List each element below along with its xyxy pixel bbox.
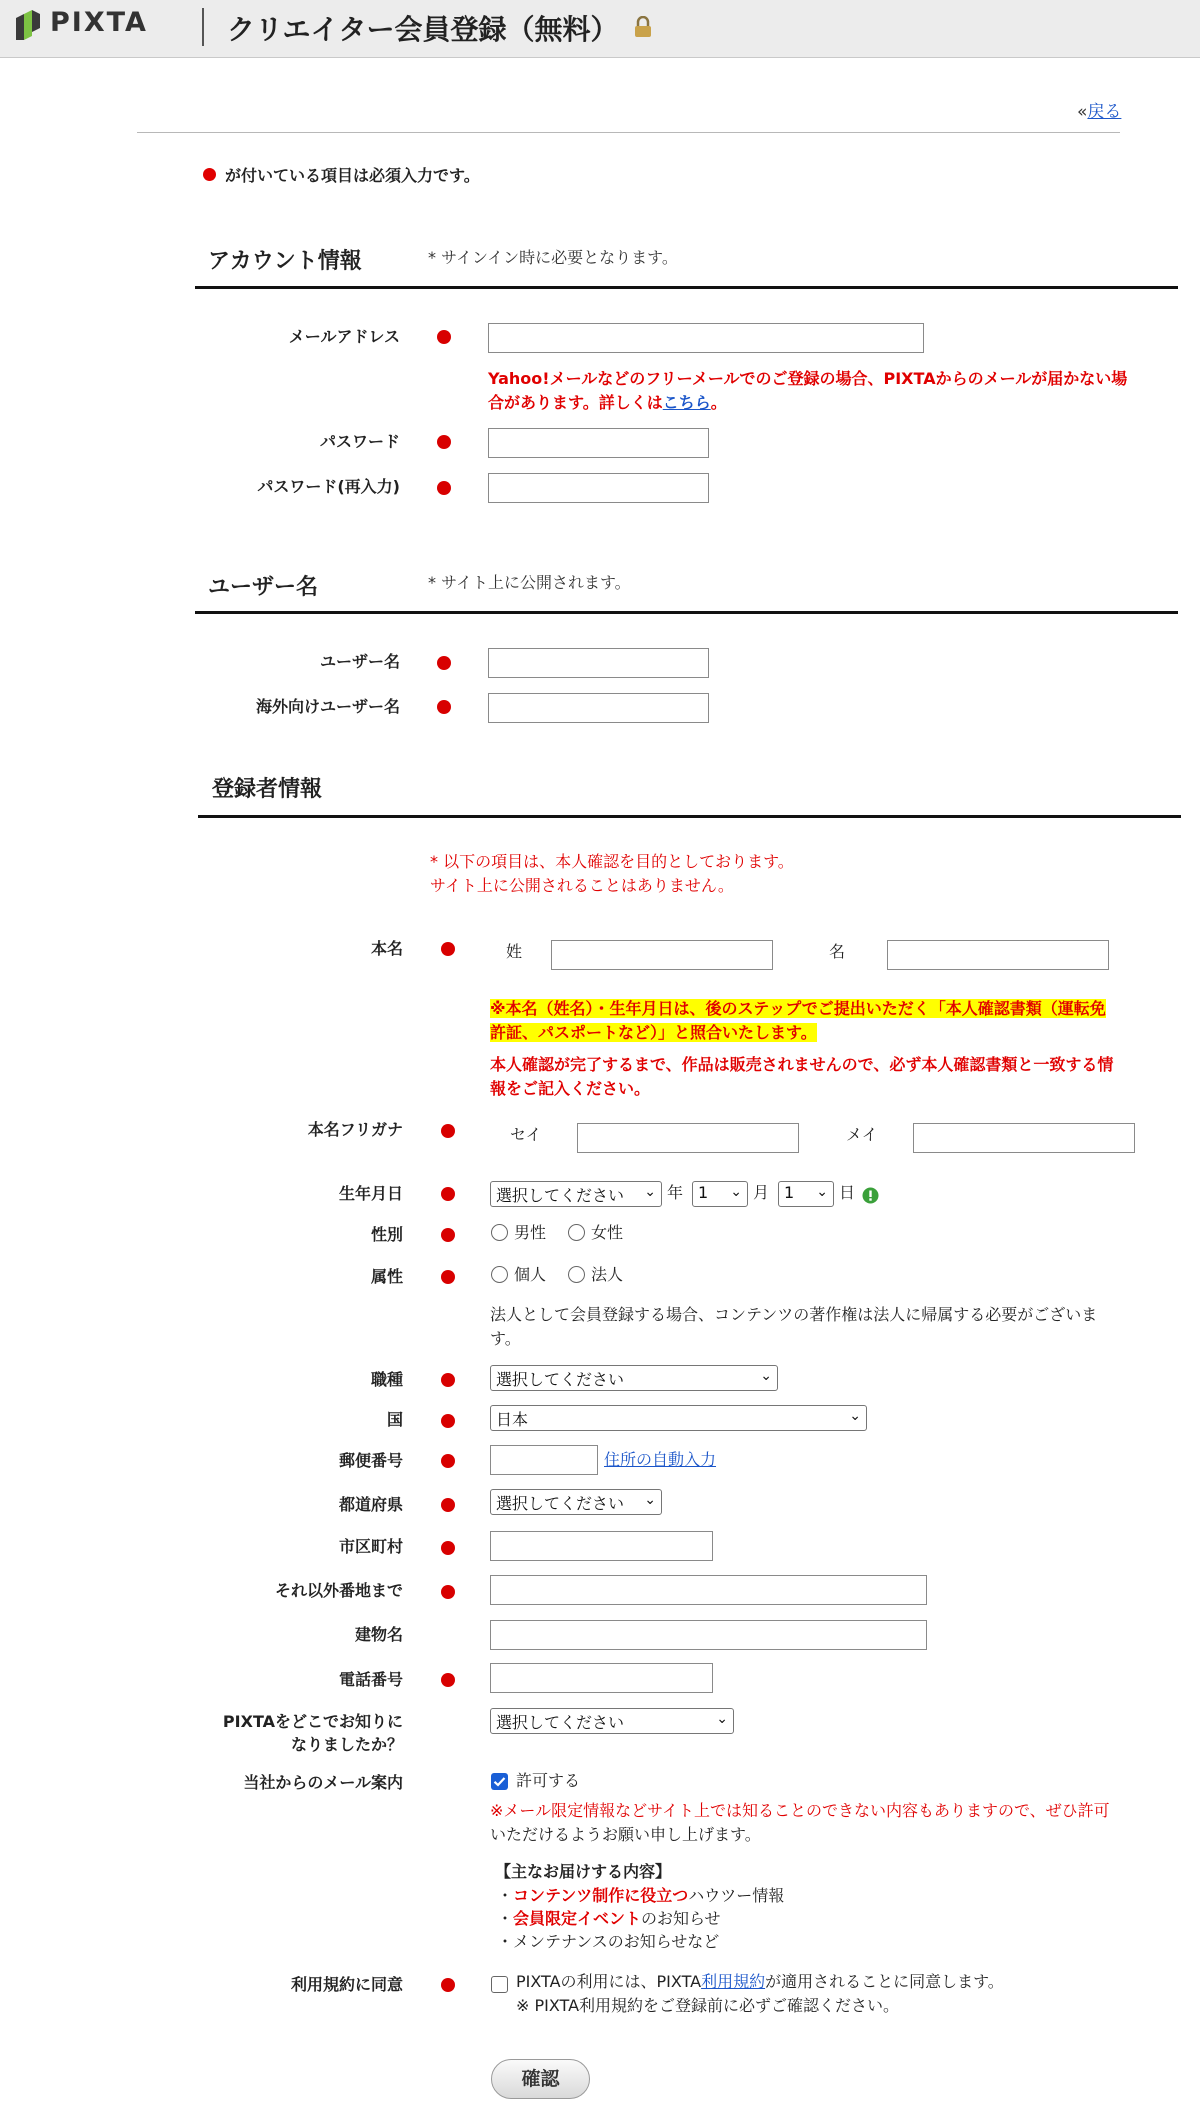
city-field[interactable]: [490, 1531, 713, 1561]
list-item: [497, 1884, 784, 1907]
postal-label: 郵便番号: [338, 1451, 403, 1470]
sei-label: 姓: [506, 942, 523, 961]
required-dot-icon: [441, 1978, 455, 1992]
back-link[interactable]: 戻る: [1087, 102, 1122, 122]
country-label: 国: [386, 1410, 403, 1429]
month-unit: 月: [753, 1183, 770, 1202]
mail-checkbox[interactable]: [491, 1773, 508, 1790]
street-label: それ以外番地まで: [274, 1581, 403, 1600]
chevron-down-icon: ⌄: [644, 1492, 656, 1508]
chevron-down-icon: ⌄: [816, 1184, 828, 1200]
chevron-down-icon: ⌄: [760, 1368, 772, 1384]
year-unit: 年: [667, 1183, 684, 1202]
birthday-label: 生年月日: [338, 1184, 403, 1203]
prefecture-value: 選択してください: [496, 1494, 625, 1513]
mail-item-highlight: 会員限定イベント: [513, 1909, 642, 1928]
source-select[interactable]: [490, 1708, 734, 1734]
required-dot-icon: [437, 435, 451, 449]
section-rule-username: [195, 611, 1178, 614]
mail-label: 当社からのメール案内: [243, 1773, 403, 1792]
radio-button[interactable]: [568, 1224, 585, 1241]
attribute-option-individual[interactable]: [491, 1263, 546, 1287]
birthday-day-select[interactable]: [778, 1181, 834, 1207]
pixta-logo-text: PIXTA: [50, 7, 148, 38]
corp-note: [490, 1303, 1180, 1351]
email-warning-line2: 合があります。詳しくは: [488, 393, 663, 412]
terms-note: ※ PIXTA利用規約をご登録前に必ずご確認ください。: [516, 1996, 900, 2015]
attribute-option-label: 法人: [591, 1265, 624, 1284]
chevron-down-icon: ⌄: [849, 1408, 861, 1424]
mei-kana-field[interactable]: [913, 1123, 1135, 1153]
required-dot-icon: [441, 1187, 455, 1201]
terms-text-pre: PIXTAの利用には、PIXTA: [516, 1972, 702, 1991]
top-divider: [137, 132, 1120, 133]
city-label: 市区町村: [338, 1537, 403, 1556]
section-title-registrant: 登録者情報: [212, 777, 323, 802]
chevron-down-icon: ⌄: [716, 1711, 728, 1727]
realname-label: 本名: [370, 939, 403, 958]
sei-kana-label: セイ: [510, 1125, 542, 1144]
mail-item-text: のお知らせ: [641, 1909, 721, 1928]
checkmark-icon: [491, 1773, 508, 1790]
attribute-label: 属性: [370, 1267, 403, 1286]
password-label: パスワード: [319, 432, 400, 451]
section-title-username: ユーザー名: [208, 575, 319, 600]
required-dot-icon: [441, 1585, 455, 1599]
day-unit: 日: [839, 1183, 856, 1202]
prefecture-select[interactable]: [490, 1489, 662, 1515]
required-dot-icon: [441, 1124, 455, 1138]
username-label: ユーザー名: [319, 652, 400, 671]
gender-option-label: 女性: [591, 1223, 624, 1242]
registrant-note-line2: サイト上に公開されることはありません。: [430, 876, 734, 895]
back-link-wrapper: [1077, 97, 1121, 122]
occupation-label: 職種: [370, 1370, 403, 1389]
section-note-account: * サインイン時に必要となります。: [428, 248, 678, 267]
terms-text-post: が適用されることに同意します。: [765, 1972, 1004, 1991]
required-dot-icon: [441, 1373, 455, 1387]
back-prefix: «: [1077, 102, 1088, 122]
pixta-logo-icon: [14, 10, 42, 42]
password-field[interactable]: [488, 428, 709, 458]
list-item: [497, 1930, 784, 1953]
source-value: 選択してください: [496, 1713, 625, 1732]
mail-note-line1: ※メール限定情報などサイト上では知ることのできない内容もありますので、ぜひ許可: [490, 1801, 1110, 1820]
chevron-down-icon: ⌄: [644, 1184, 656, 1200]
terms-text: [516, 1970, 1004, 1994]
country-value: 日本: [496, 1410, 529, 1429]
password-confirm-label: パスワード(再入力): [257, 477, 400, 496]
mei-kana-label: メイ: [846, 1125, 878, 1144]
mail-checkbox-label: 許可する: [516, 1771, 581, 1790]
postal-field[interactable]: [490, 1445, 598, 1475]
email-warning: [488, 367, 1188, 415]
birthday-month-value: 1: [698, 1183, 709, 1202]
phone-label: 電話番号: [338, 1670, 403, 1689]
realname-highlight-note: [490, 997, 1190, 1045]
required-note: が付いている項目は必須入力です。: [225, 166, 480, 185]
mail-note-line2: いただけるようお願い申し上げます。: [490, 1825, 761, 1844]
required-dot-icon: [437, 481, 451, 495]
overseas-username-field[interactable]: [488, 693, 709, 723]
furigana-label: 本名フリガナ: [307, 1120, 403, 1139]
postal-autofill-link[interactable]: 住所の自動入力: [604, 1450, 717, 1469]
realname-warning: [490, 1053, 1190, 1101]
registrant-note: [430, 850, 794, 898]
mail-item-highlight: コンテンツ制作に役立つ: [513, 1886, 689, 1905]
mail-item-text: ハウツー情報: [688, 1886, 785, 1905]
highlight-line2: 許証、パスポートなど）」と照合いたします。: [490, 1023, 817, 1042]
mail-note: [490, 1799, 1190, 1847]
password-confirm-field[interactable]: [488, 473, 709, 503]
mei-field[interactable]: [887, 940, 1109, 970]
required-dot-icon: [441, 1454, 455, 1468]
birthday-month-select[interactable]: [692, 1181, 748, 1207]
bullet: ・: [497, 1932, 514, 1951]
section-title-account: アカウント情報: [208, 249, 362, 274]
gender-option-male[interactable]: [491, 1221, 546, 1245]
bullet: ・: [497, 1909, 514, 1928]
required-dot-icon: [441, 1228, 455, 1242]
section-note-username: * サイト上に公開されます。: [428, 573, 631, 592]
radio-button[interactable]: [491, 1224, 508, 1241]
mail-contents-list: [497, 1884, 784, 1953]
prefecture-label: 都道府県: [338, 1495, 403, 1514]
email-warning-end: 。: [710, 393, 727, 412]
required-dot-icon: [437, 330, 451, 344]
terms-checkbox[interactable]: [491, 1976, 508, 1993]
section-rule-account: [195, 286, 1178, 289]
street-field[interactable]: [490, 1575, 927, 1605]
corp-note-line2: す。: [490, 1329, 521, 1348]
source-label: [103, 1710, 403, 1756]
gender-label: 性別: [370, 1225, 403, 1244]
warning-line2: 報をご記入ください。: [490, 1079, 651, 1098]
birthday-day-value: 1: [784, 1183, 795, 1202]
sei-kana-field[interactable]: [577, 1123, 799, 1153]
required-dot-icon: [441, 1541, 455, 1555]
username-field[interactable]: [488, 648, 709, 678]
corp-note-line1: 法人として会員登録する場合、コンテンツの著作権は法人に帰属する必要がございま: [490, 1305, 1098, 1324]
building-label: 建物名: [354, 1625, 403, 1644]
required-dot-icon: [441, 1270, 455, 1284]
country-select[interactable]: [490, 1405, 867, 1431]
email-warning-link[interactable]: こちら: [662, 393, 711, 412]
registrant-note-line1: * 以下の項目は、本人確認を目的としております。: [430, 852, 794, 871]
attribute-option-label: 個人: [514, 1265, 547, 1284]
page-title: クリエイター会員登録（無料）: [227, 13, 619, 46]
mail-item-text: メンテナンスのお知らせなど: [513, 1932, 720, 1951]
attribute-option-corporation[interactable]: [568, 1263, 623, 1287]
highlight-line1: ※本名（姓名）・生年月日は、後のステップでご提出いただく「本人確認書類（運転免: [490, 999, 1106, 1018]
mei-label: 名: [829, 942, 846, 961]
building-field[interactable]: [490, 1620, 927, 1650]
occupation-value: 選択してください: [496, 1370, 625, 1389]
overseas-username-label: 海外向けユーザー名: [255, 697, 400, 716]
birthday-year-select[interactable]: [490, 1181, 662, 1207]
section-rule-registrant: [198, 815, 1181, 818]
lock-icon: [634, 16, 652, 38]
source-label-line1: PIXTAをどこでお知りに: [222, 1712, 403, 1731]
terms-link[interactable]: 利用規約: [701, 1972, 766, 1991]
required-dot-icon: [203, 166, 216, 186]
mail-contents-title: 【主なお届けする内容】: [495, 1862, 672, 1881]
required-dot-icon: [441, 1414, 455, 1428]
chevron-down-icon: ⌄: [730, 1184, 742, 1200]
required-dot-icon: [437, 656, 451, 670]
required-dot-icon: [441, 1673, 455, 1687]
app-header: [0, 0, 1200, 58]
sei-field[interactable]: [551, 940, 773, 970]
email-label: メールアドレス: [288, 327, 400, 346]
terms-label: 利用規約に同意: [290, 1975, 403, 1994]
warning-line1: 本人確認が完了するまで、作品は販売されませんので、必ず本人確認書類と一致する情: [490, 1055, 1114, 1074]
required-dot-icon: [441, 1498, 455, 1512]
occupation-select[interactable]: [490, 1365, 778, 1391]
birthday-year-value: 選択してください: [496, 1186, 625, 1205]
gender-option-female[interactable]: [568, 1221, 623, 1245]
gender-option-label: 男性: [514, 1223, 547, 1242]
phone-field[interactable]: [490, 1663, 713, 1693]
info-icon[interactable]: [862, 1187, 879, 1204]
email-warning-line1: Yahoo!メールなどのフリーメールでのご登録の場合、PIXTAからのメールが届かない場: [488, 369, 1128, 388]
header-divider: [202, 8, 204, 46]
radio-button[interactable]: [491, 1266, 508, 1283]
source-label-line2: なりましたか？: [290, 1735, 403, 1754]
email-field[interactable]: [488, 323, 924, 353]
bullet: ・: [497, 1886, 514, 1905]
list-item: [497, 1907, 784, 1930]
required-dot-icon: [441, 942, 455, 956]
confirm-button[interactable]: 確認: [491, 2059, 590, 2099]
radio-button[interactable]: [568, 1266, 585, 1283]
required-dot-icon: [437, 700, 451, 714]
